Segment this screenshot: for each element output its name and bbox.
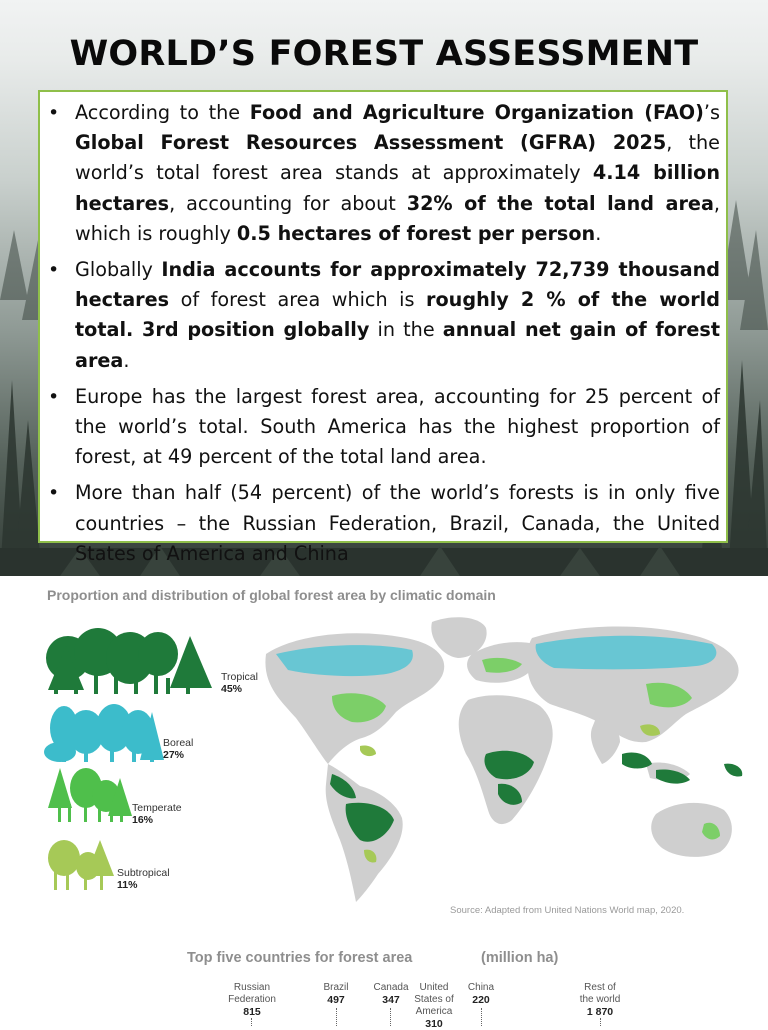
temperate-trees-icon bbox=[48, 768, 132, 822]
bullet-item bbox=[47, 382, 720, 473]
bullet-item bbox=[47, 255, 720, 376]
country-tick bbox=[600, 1018, 601, 1026]
country-name: the world bbox=[579, 994, 621, 1005]
bullet-dot-icon: • bbox=[48, 385, 60, 408]
country-name: China bbox=[467, 982, 495, 993]
country-name: States of bbox=[414, 994, 454, 1005]
country-tick bbox=[336, 1008, 337, 1026]
bullet-text: . bbox=[123, 348, 130, 372]
bullet-text: in the bbox=[369, 318, 443, 342]
bullet-item bbox=[47, 98, 720, 249]
infographic-title: Proportion and distribution of global forest area by climatic domain bbox=[47, 587, 496, 603]
country-tick bbox=[481, 1008, 482, 1026]
domain-pct: 16% bbox=[132, 814, 154, 826]
boreal-trees-icon bbox=[44, 704, 164, 762]
country-united-states bbox=[408, 982, 460, 1030]
country-tick bbox=[390, 1008, 391, 1026]
bullet-bold-text: India accounts for approximately 72,739 thousand hectares bbox=[75, 258, 720, 312]
domain-pct: 11% bbox=[117, 879, 138, 891]
slide-title: WORLD’S FOREST ASSESSMENT bbox=[69, 34, 699, 74]
country-russian-federation bbox=[218, 982, 286, 1018]
country-value: 220 bbox=[472, 994, 490, 1006]
bullet-text: According to the bbox=[75, 101, 250, 124]
country-name: Russian bbox=[233, 982, 271, 993]
bullet-bold-text: annual net gain of forest area bbox=[75, 318, 720, 372]
bullet-dot-icon: • bbox=[48, 482, 60, 505]
top-five-unit: (million ha) bbox=[481, 950, 559, 966]
domain-label-temperate bbox=[132, 802, 182, 826]
bullet-text: Europe has the largest forest area, accounting for 25 percent of the world’s total. South America has the highest proportion of forest, at 49 percent of the total land area. bbox=[75, 384, 720, 469]
bullet-dot-icon: • bbox=[48, 259, 60, 282]
bullet-text: , the world’s total forest area stands at approximately bbox=[75, 131, 720, 185]
domain-name: Subtropical bbox=[117, 867, 170, 879]
bullet-list bbox=[47, 98, 720, 569]
bullet-bold-text: 4.14 billion hectares bbox=[75, 161, 720, 215]
bullet-item bbox=[47, 478, 720, 569]
country-name: Rest of bbox=[584, 982, 616, 993]
country-name: Brazil bbox=[323, 982, 349, 993]
country-name: United bbox=[419, 982, 449, 993]
country-tick bbox=[251, 1018, 252, 1026]
country-name: Canada bbox=[373, 982, 409, 993]
country-value: 815 bbox=[243, 1006, 261, 1018]
bullet-bold-text: 0.5 hectares of forest per person bbox=[236, 221, 596, 245]
country-china bbox=[456, 982, 506, 1006]
forest-infographic bbox=[0, 576, 768, 1030]
world-forest-map bbox=[236, 614, 752, 904]
country-value: 310 bbox=[425, 1018, 443, 1030]
domain-label-boreal bbox=[163, 737, 193, 761]
bullet-bold-text: 32% of the total land area bbox=[406, 191, 714, 215]
top-five-title: Top five countries for forest area bbox=[187, 950, 413, 966]
country-brazil bbox=[311, 982, 361, 1006]
bullet-text: , accounting for about bbox=[169, 191, 407, 215]
bullet-bold-text: Global Forest Resources Assessment (GFRA) 2025 bbox=[75, 131, 667, 155]
country-value: 347 bbox=[382, 994, 400, 1006]
bullet-text: of forest area which is bbox=[169, 288, 427, 312]
country-rest-of-world bbox=[568, 982, 632, 1018]
domain-tree-icons bbox=[40, 628, 220, 898]
domain-name: Tropical bbox=[221, 671, 258, 683]
domain-label-subtropical bbox=[117, 867, 170, 891]
country-name: Federation bbox=[228, 994, 276, 1005]
domain-name: Boreal bbox=[163, 737, 194, 749]
bullet-text: ’s bbox=[703, 101, 721, 124]
map-source-note: Source: Adapted from United Nations World map, 2020. bbox=[450, 905, 685, 916]
bullet-dot-icon: • bbox=[48, 102, 60, 124]
domain-pct: 27% bbox=[163, 749, 185, 761]
country-value: 1 870 bbox=[586, 1006, 614, 1018]
domain-pct: 45% bbox=[221, 683, 243, 695]
bullet-bold-text: roughly 2 % of the world total. 3rd position globally bbox=[75, 288, 720, 342]
bullet-text: , which is roughly bbox=[75, 191, 721, 245]
bullet-text: . bbox=[595, 221, 602, 245]
bullet-text: Globally bbox=[75, 258, 162, 282]
domain-name: Temperate bbox=[132, 802, 182, 814]
country-name: America bbox=[415, 1006, 453, 1017]
bullet-text: More than half (54 percent) of the world’s forests is in only five countries – the Russian Federation, Brazil, Canada, the United States of America and China bbox=[75, 481, 720, 565]
bullet-text-box bbox=[38, 90, 728, 565]
country-value: 497 bbox=[327, 994, 345, 1006]
subtropical-trees-icon bbox=[48, 840, 114, 890]
bullet-bold-text: Food and Agriculture Organization (FAO) bbox=[249, 101, 704, 124]
tropical-trees-icon bbox=[46, 628, 212, 694]
